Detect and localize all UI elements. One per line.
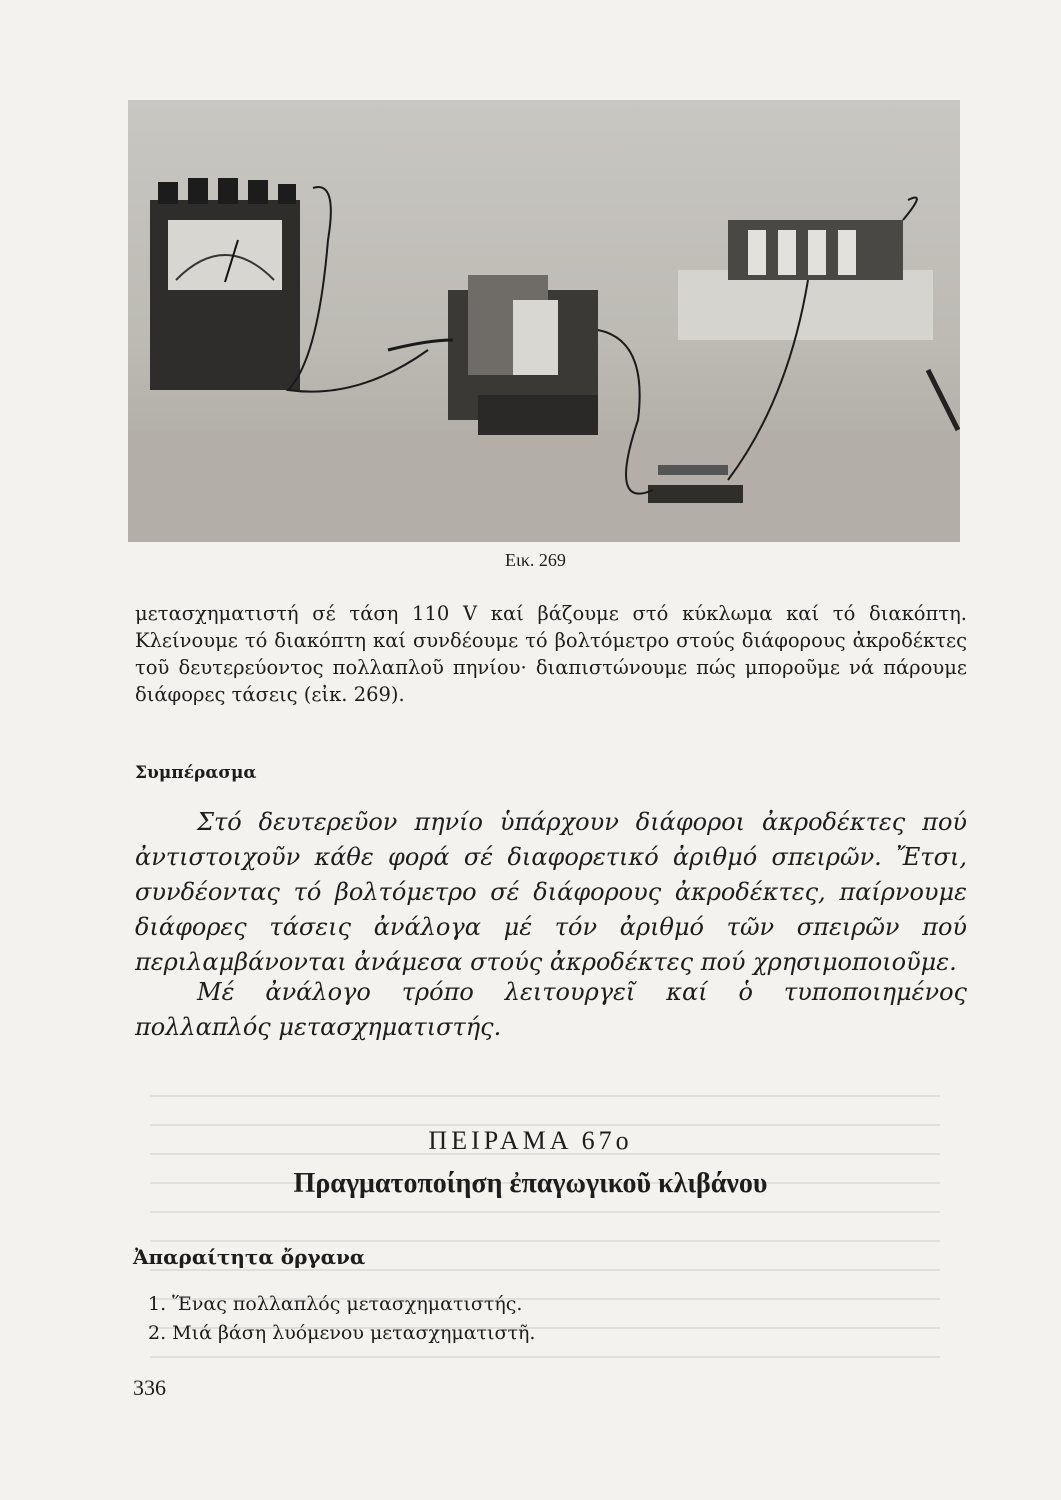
conclusion-heading: Συμπέρασμα [135, 763, 257, 783]
experiment-title: Πραγματοποίηση ἐπαγωγικοῦ κλιβάνου [293, 1168, 768, 1199]
transformer-icon [448, 275, 598, 435]
instrument-list [148, 1290, 535, 1348]
experiment-label: ΠΕΙΡΑΜΑ 67ο [428, 1126, 633, 1155]
apparatus-illustration [128, 100, 960, 542]
voltmeter-icon [150, 178, 300, 390]
power-supply-icon [678, 220, 933, 340]
figure-photo [128, 100, 960, 542]
figure-caption: Εικ. 269 [505, 550, 566, 570]
conclusion-paragraph: Στό δευτερεῦον πηνίο ὑπάρχουν διάφοροι ἀκροδέκτες πού ἀντιστοιχοῦν κάθε φορά σέ διαφορετικό ἀριθμό σπειρῶν. Ἔτσι, συνδέοντας τό βολτόμετρο σέ διάφορους ἀκροδέκτες, παίρνουμε διάφορες τάσεις ἀνάλογα μέ τόν ἀριθμό τῶν σπειρῶν πού περιλαμβάνονται ἀνάμεσα στούς ἀκροδέκτες πού χρησιμοποιοῦμε. [135, 808, 967, 976]
page-number: 336 [133, 1375, 166, 1400]
list-item: 1. Ἕνας πολλαπλός μετασχηματιστής. [148, 1293, 523, 1315]
required-instruments-heading: Ἀπαραίτητα ὄργανα [133, 1245, 366, 1269]
conclusion-paragraph-2: Μέ ἀνάλογο τρόπο λειτουργεῖ καί ὁ τυποποιημένος πολλαπλός μετασχηματιστής. [135, 978, 967, 1041]
body-paragraph: μετασχηματιστή σέ τάση 110 V καί βάζουμε στό κύκλωμα καί τό διακόπτη. Κλείνουμε τό διακόπτη καί συνδέουμε τό βολτόμετρο στούς διάφορους ἀκροδέκτες τοῦ δευτερεύοντος πολλαπλοῦ πηνίου· διαπιστώνουμε πώς μποροῦμε νά πάρουμε διάφορες τάσεις (εἰκ. 269). [135, 602, 967, 706]
list-item: 2. Μιά βάση λυόμενου μετασχηματιστῆ. [148, 1322, 536, 1344]
